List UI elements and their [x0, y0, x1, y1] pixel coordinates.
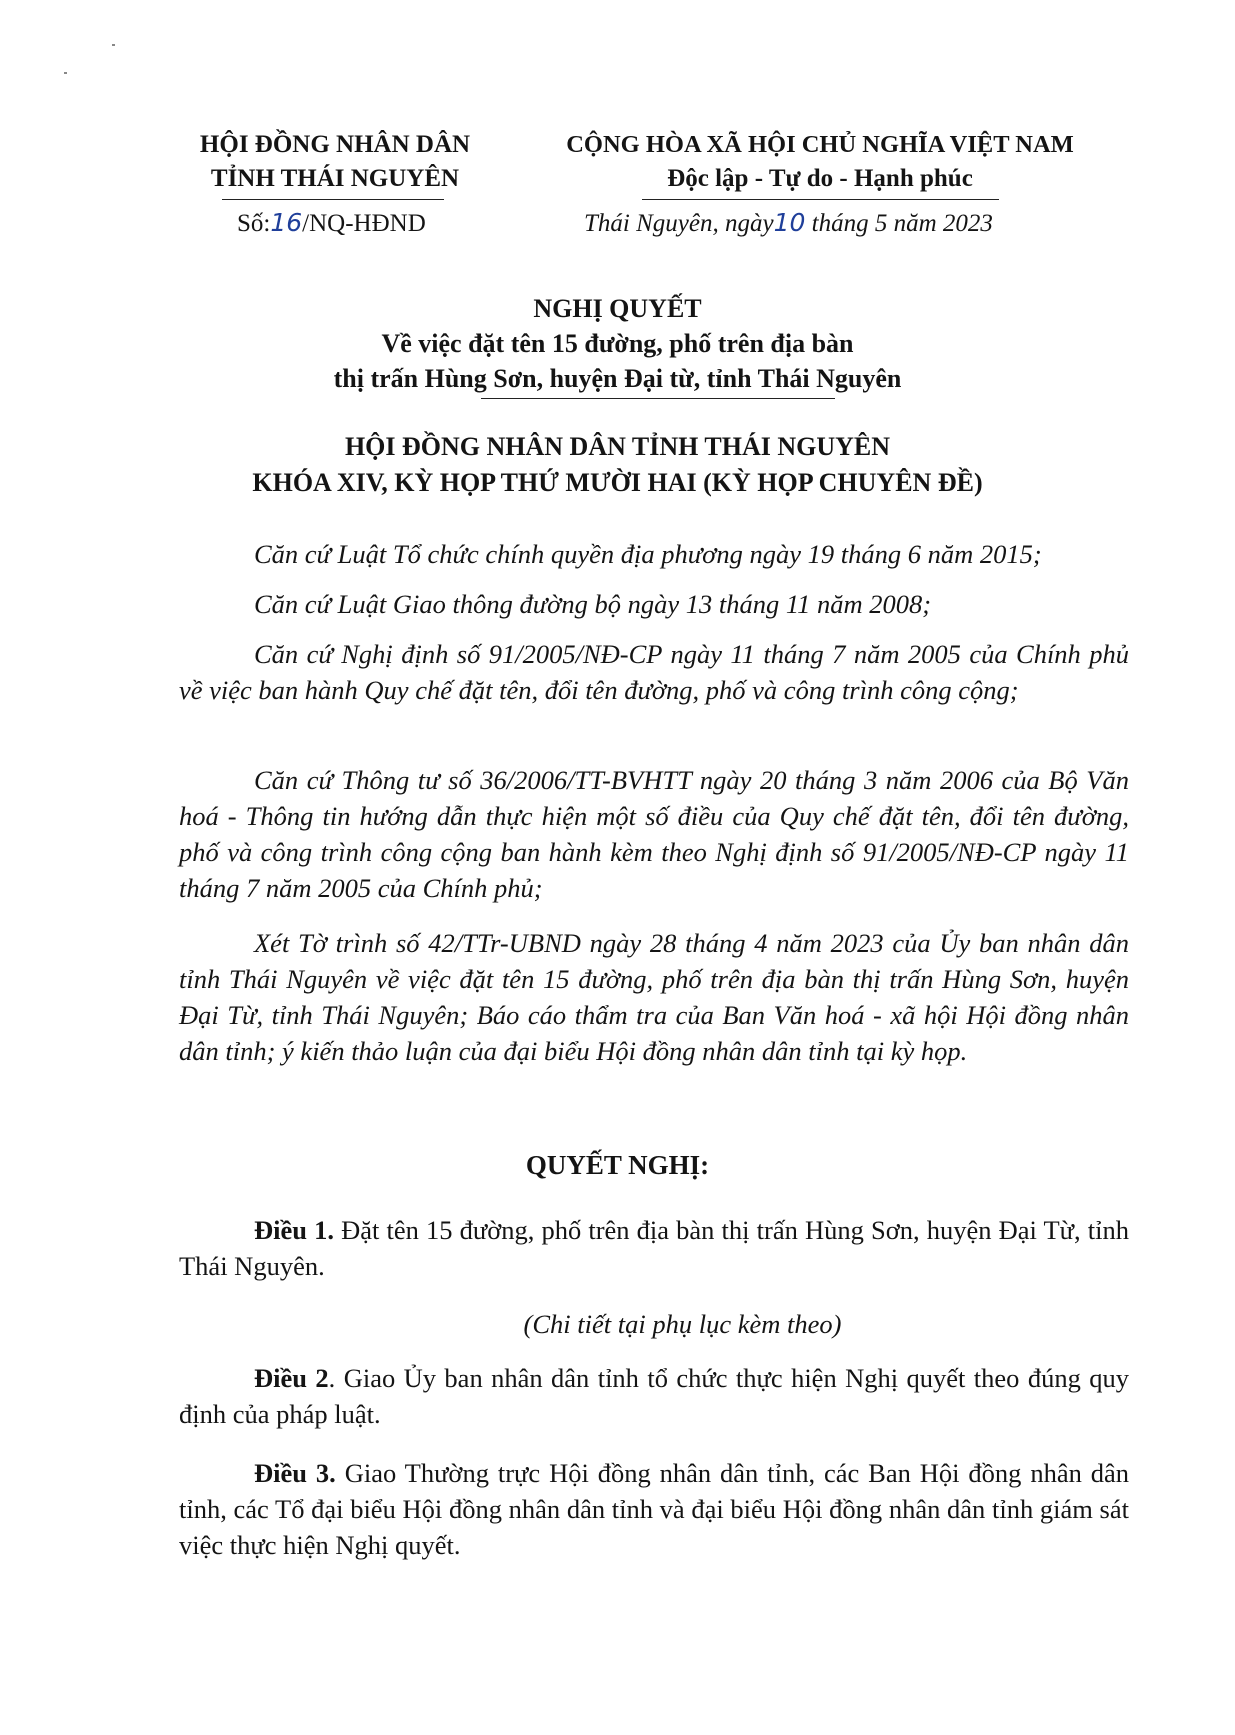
- article-1: [179, 1212, 1129, 1284]
- document-number-suffix: /NQ-HĐND: [302, 210, 426, 237]
- national-title: [520, 128, 1120, 196]
- subject-underline: [481, 398, 835, 399]
- article-2-label: Điều 2: [254, 1363, 329, 1393]
- document-subject-line1: Về việc đặt tên 15 đường, phố trên địa bàn: [381, 329, 854, 358]
- legal-basis-3: [179, 636, 1129, 708]
- article-3-label: Điều 3.: [254, 1458, 336, 1488]
- scan-speck: [112, 44, 115, 46]
- article-1-label: Điều 1.: [254, 1215, 334, 1245]
- authority-line1: HỘI ĐỒNG NHÂN DÂN TỈNH THÁI NGUYÊN: [344, 432, 891, 461]
- national-title-line1: CỘNG HÒA XÃ HỘI CHỦ NGHĨA VIỆT NAM: [566, 131, 1074, 158]
- legal-basis-2-text: Căn cứ Luật Giao thông đường bộ ngày 13 tháng 11 năm 2008;: [254, 589, 932, 619]
- article-2: [179, 1360, 1129, 1432]
- legal-basis-5: [179, 925, 1129, 1069]
- document-number-value: 16: [270, 208, 303, 237]
- document-type: NGHỊ QUYẾT: [533, 294, 702, 323]
- article-2-text: . Giao Ủy ban nhân dân tỉnh tổ chức thực hiện Nghị quyết theo đúng quy định của pháp luật.: [179, 1363, 1129, 1429]
- issuing-body: [170, 128, 500, 196]
- issuing-body-line2: TỈNH THÁI NGUYÊN: [210, 165, 460, 192]
- document-subject-line2: thị trấn Hùng Sơn, huyện Đại từ, tỉnh Thái Nguyên: [333, 364, 902, 393]
- legal-basis-5-text: Xét Tờ trình số 42/TTr-UBND ngày 28 tháng 4 năm 2023 của Ủy ban nhân dân tỉnh Thái Nguyên về việc đặt tên 15 đường, phố trên địa bàn thị trấn Hùng Sơn, huyện Đại Từ, tỉnh Thái Nguyên; Báo cáo thẩm tra của Ban Văn hoá - xã hội Hội đồng nhân dân tỉnh; ý kiến thảo luận của đại biểu Hội đồng nhân dân tỉnh tại kỳ họp.: [179, 928, 1129, 1066]
- authority-line2: KHÓA XIV, KỲ HỌP THỨ MƯỜI HAI (KỲ HỌP CHUYÊN ĐỀ): [252, 468, 983, 497]
- issue-date: [584, 206, 993, 241]
- resolve-heading: QUYẾT NGHỊ:: [525, 1150, 710, 1180]
- scan-speck: [64, 72, 67, 74]
- legal-basis-2: [179, 586, 1129, 622]
- appendix-note: (Chi tiết tại phụ lục kèm theo): [523, 1309, 842, 1339]
- article-3: [179, 1455, 1129, 1563]
- document-number: [237, 206, 426, 241]
- national-motto: Độc lập - Tự do - Hạnh phúc: [667, 165, 973, 192]
- legal-basis-4: [179, 762, 1129, 906]
- article-3-text: Giao Thường trực Hội đồng nhân dân tỉnh, các Ban Hội đồng nhân dân tỉnh, các Tổ đại biểu Hội đồng nhân dân tỉnh và đại biểu Hội đồng nhân dân tỉnh giám sát việc thực hiện Nghị quyết.: [179, 1458, 1129, 1560]
- issuing-body-line1: HỘI ĐỒNG NHÂN DÂN: [199, 131, 471, 158]
- legal-basis-1-text: Căn cứ Luật Tổ chức chính quyền địa phương ngày 19 tháng 6 năm 2015;: [254, 539, 1042, 569]
- legal-basis-3-text: Căn cứ Nghị định số 91/2005/NĐ-CP ngày 11 tháng 7 năm 2005 của Chính phủ về việc ban hành Quy chế đặt tên, đổi tên đường, phố và công trình công cộng;: [179, 639, 1129, 705]
- issue-date-suffix: tháng 5 năm 2023: [811, 210, 993, 237]
- issuing-body-underline: [222, 199, 444, 200]
- legal-basis-4-text: Căn cứ Thông tư số 36/2006/TT-BVHTT ngày 20 tháng 3 năm 2006 của Bộ Văn hoá - Thông tin hướng dẫn thực hiện một số điều của Quy chế đặt tên, đổi tên đường, phố và công trình công cộng ban hành kèm theo Nghị định số 91/2005/NĐ-CP ngày 11 tháng 7 năm 2005 của Chính phủ;: [179, 765, 1129, 903]
- article-1-text: Đặt tên 15 đường, phố trên địa bàn thị trấn Hùng Sơn, huyện Đại Từ, tỉnh Thái Nguyên.: [179, 1215, 1130, 1281]
- legal-basis-1: [179, 536, 1129, 572]
- document-number-prefix: Số:: [237, 210, 271, 237]
- issue-date-day: 10: [773, 208, 806, 237]
- issue-date-prefix: Thái Nguyên, ngày: [584, 210, 774, 237]
- national-motto-underline: [642, 199, 999, 200]
